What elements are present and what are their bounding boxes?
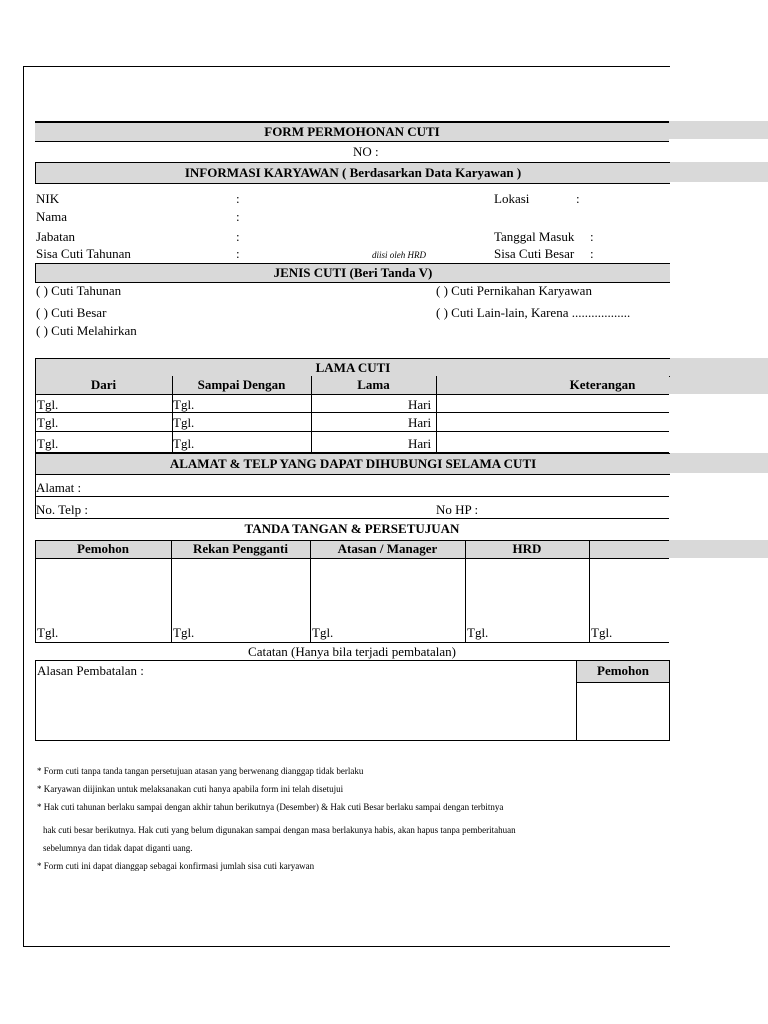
ttd-tgl-atasan: Tgl. [312, 625, 334, 640]
label-sisa-tahunan: Sisa Cuti Tahunan [36, 246, 131, 261]
label-lokasi: Lokasi [494, 191, 530, 206]
row1-hari: Hari [408, 397, 432, 412]
col-dari: Dari [90, 377, 117, 392]
side-band [669, 540, 768, 558]
label-alamat: Alamat : [36, 480, 82, 495]
diisi-hrd-note: diisi oleh HRD [372, 250, 426, 260]
row2-dari: Tgl. [37, 415, 59, 430]
row1-sampai: Tgl. [173, 397, 195, 412]
note-1: * Form cuti tanpa tanda tangan persetujuan atasan yang berwenang dianggap tidak berlaku [37, 766, 364, 776]
row2-sampai: Tgl. [173, 415, 195, 430]
section-header-lama: LAMA CUTI [35, 358, 670, 377]
colon: : [236, 229, 240, 244]
form-no-label: NO : [353, 144, 379, 159]
option-cuti-pernikahan[interactable]: ( ) Cuti Pernikahan Karyawan [436, 283, 592, 298]
note-4: * Form cuti ini dapat dianggap sebagai konfirmasi jumlah sisa cuti karyawan [37, 861, 315, 871]
row2-hari: Hari [408, 415, 432, 430]
pembatalan-pemohon: Pemohon [597, 663, 649, 678]
note-2: * Karyawan diijinkan untuk melaksanakan cuti hanya apabila form ini telah disetujui [37, 784, 344, 794]
row1-dari: Tgl. [37, 397, 59, 412]
label-tanggal-masuk: Tanggal Masuk [494, 229, 575, 244]
ttd-col-atasan: Atasan / Manager [337, 541, 438, 556]
colon: : [236, 191, 240, 206]
side-band [669, 162, 768, 182]
ttd-tgl-rekan: Tgl. [173, 625, 195, 640]
label-hp: No HP : [436, 502, 479, 517]
catatan-pembatalan: Catatan (Hanya bila terjadi pembatalan) [248, 644, 456, 659]
col-keterangan: Keterangan [569, 377, 636, 392]
ttd-col-pemohon: Pemohon [77, 541, 129, 556]
col-lama: Lama [357, 377, 390, 392]
option-cuti-tahunan[interactable]: ( ) Cuti Tahunan [36, 283, 122, 298]
option-cuti-lain[interactable]: ( ) Cuti Lain-lain, Karena .................. [436, 305, 631, 320]
label-nik: NIK [36, 191, 60, 206]
ttd-col-rekan: Rekan Pengganti [193, 541, 288, 556]
option-cuti-melahirkan[interactable]: ( ) Cuti Melahirkan [36, 323, 137, 338]
section-header-alamat: ALAMAT & TELP YANG DAPAT DIHUBUNGI SELAMA CUTI [35, 453, 670, 475]
row3-dari: Tgl. [37, 436, 59, 451]
section-header-informasi: INFORMASI KARYAWAN ( Berdasarkan Data Karyawan ) [35, 162, 670, 184]
row3-hari: Hari [408, 436, 432, 451]
ttd-tgl-extra: Tgl. [591, 625, 613, 640]
colon: : [590, 229, 594, 244]
note-3-cont: hak cuti besar berikutnya. Hak cuti yang belum digunakan sampai dengan masa berlakunya habis, akan hapus tanpa pemberitahuan [43, 825, 516, 835]
section-header-jenis: JENIS CUTI (Beri Tanda V) [35, 263, 670, 283]
form-frame [23, 66, 670, 947]
colon: : [576, 191, 580, 206]
label-sisa-besar: Sisa Cuti Besar [494, 246, 575, 261]
ttd-tgl-pemohon: Tgl. [37, 625, 59, 640]
colon: : [236, 246, 240, 261]
side-band [669, 121, 768, 139]
side-band [669, 453, 768, 473]
form-title: FORM PERMOHONAN CUTI [35, 121, 669, 142]
label-alasan-pembatalan: Alasan Pembatalan : [37, 663, 144, 678]
ttd-col-hrd: HRD [512, 541, 542, 556]
note-3-cont2: sebelumnya dan tidak dapat diganti uang. [43, 843, 193, 853]
label-telp: No. Telp : [36, 502, 88, 517]
ttd-tgl-hrd: Tgl. [467, 625, 489, 640]
section-header-ttd: TANDA TANGAN & PERSETUJUAN [244, 521, 460, 536]
label-nama: Nama [36, 209, 68, 224]
label-jabatan: Jabatan [36, 229, 75, 244]
colon: : [236, 209, 240, 224]
colon: : [590, 246, 594, 261]
col-sampai: Sampai Dengan [197, 377, 286, 392]
option-cuti-besar[interactable]: ( ) Cuti Besar [36, 305, 107, 320]
row3-sampai: Tgl. [173, 436, 195, 451]
note-3: * Hak cuti tahunan berlaku sampai dengan akhir tahun berikutnya (Desember) & Hak cuti Besar berlaku sampai dengan terbitnya [37, 802, 504, 812]
